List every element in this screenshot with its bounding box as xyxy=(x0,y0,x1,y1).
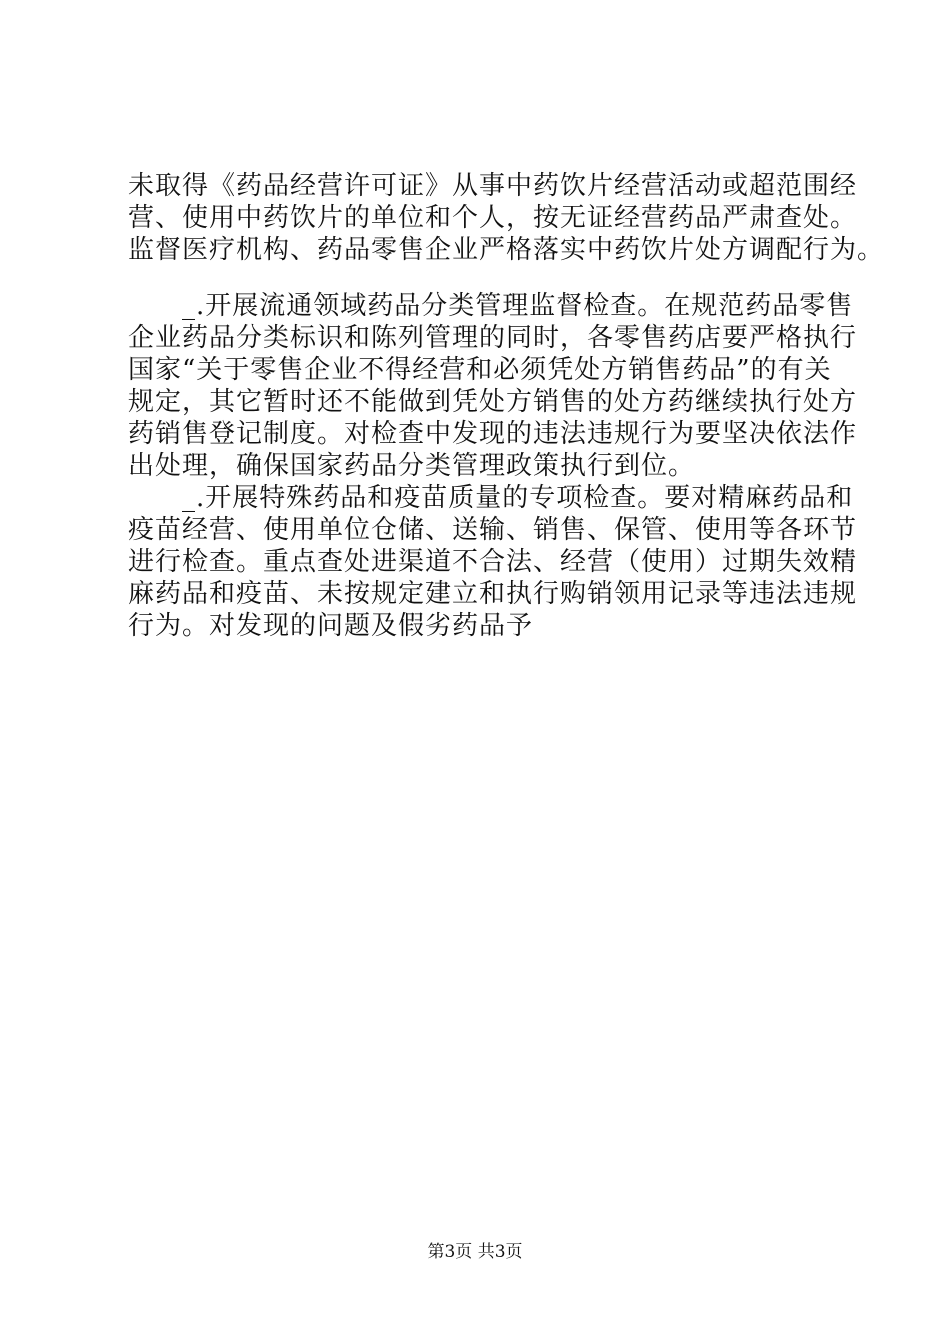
text-line: 监督医疗机构、药品零售企业严格落实中药饮片处方调配行为。 xyxy=(128,235,885,265)
text-line: 国家“关于零售企业不得经营和必须凭处方销售药品”的有关 xyxy=(128,355,832,385)
page-number-footer: 第3页 共3页 xyxy=(427,1242,523,1262)
paragraph xyxy=(128,482,858,642)
text-line: 麻药品和疫苗、未按规定建立和执行购销领用记录等违法违规 xyxy=(128,579,858,609)
paragraph xyxy=(128,170,885,266)
text-line: 进行检查。重点查处进渠道不合法、经营（使用）过期失效精 xyxy=(128,547,858,577)
text-line: 行为。对发现的问题及假劣药品予 xyxy=(128,611,534,641)
document-body xyxy=(128,170,885,642)
text-line: 企业药品分类标识和陈列管理的同时，各零售药店要严格执行 xyxy=(128,323,858,353)
paragraph xyxy=(128,290,858,482)
text-line: _.开展流通领域药品分类管理监督检查。在规范药品零售 xyxy=(128,291,854,321)
text-line: 药销售登记制度。对检查中发现的违法违规行为要坚决依法作 xyxy=(128,419,858,449)
text-line: _.开展特殊药品和疫苗质量的专项检查。要对精麻药品和 xyxy=(128,483,854,513)
text-line: 营、使用中药饮片的单位和个人，按无证经营药品严肃查处。 xyxy=(128,203,858,233)
text-line: 出处理，确保国家药品分类管理政策执行到位。 xyxy=(128,451,696,481)
text-line: 未取得《药品经营许可证》从事中药饮片经营活动或超范围经 xyxy=(128,171,858,201)
text-line: 规定，其它暂时还不能做到凭处方销售的处方药继续执行处方 xyxy=(128,387,858,417)
text-line: 疫苗经营、使用单位仓储、送输、销售、保管、使用等各环节 xyxy=(128,515,858,545)
paragraph-spacer xyxy=(128,266,848,290)
